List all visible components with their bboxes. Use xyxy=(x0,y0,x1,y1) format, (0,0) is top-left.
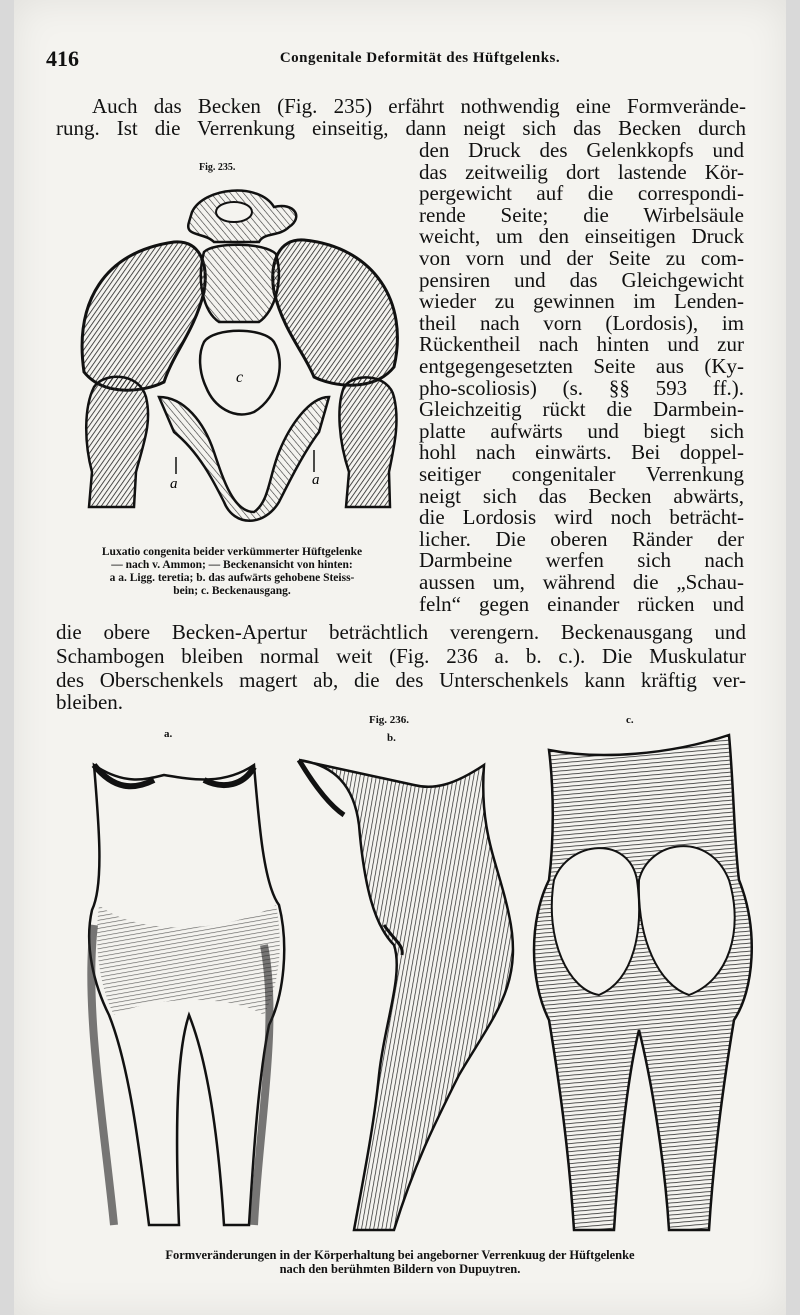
text-line: hohl nach einwärts. Bei doppel- xyxy=(419,440,744,465)
text-line: feln“ gegen einander rücken und xyxy=(419,591,744,616)
figure-caption xyxy=(50,546,414,598)
figure-mark-a-right: a xyxy=(312,472,320,488)
caption-line: Luxatio congenita beider verkümmerter Hüftgelenke xyxy=(101,546,363,558)
figure-label: Fig. 235. xyxy=(199,162,236,173)
text-line: Rückentheil nach hinten und zur xyxy=(419,332,744,357)
caption-line: bein; c. Beckenausgang. xyxy=(173,585,291,597)
page-number: 416 xyxy=(46,46,79,71)
figure-mark-c: c xyxy=(236,369,244,386)
text-line: des Oberschenkels magert ab, die des Unterschenkels kann kräftig ver- xyxy=(56,668,746,692)
text-line: von vorn und der Seite zu com- xyxy=(419,246,744,270)
text-line: entgegengesetzten Seite aus (Ky- xyxy=(419,354,744,378)
text-line: rende Seite; die Wirbelsäule xyxy=(419,202,744,227)
text-line: pho-scoliosis) (s. §§ 593 ff.). xyxy=(419,375,744,400)
torso-back-engraving xyxy=(519,730,759,1240)
text-line: neigt sich das Becken abwärts, xyxy=(419,483,744,508)
text-line: die Lordosis wird noch beträcht- xyxy=(419,505,744,530)
figure-caption xyxy=(14,1248,786,1276)
text-line: aussen um, während die „Schau- xyxy=(419,570,744,594)
torso-front-engraving xyxy=(54,745,299,1240)
text-line: Schambogen bleiben normal weit (Fig. 236 a. b. c.). Die Muskulatur xyxy=(56,644,746,668)
text-line: seitiger congenitaler Verrenkung xyxy=(419,462,744,486)
caption-line: Formveränderungen in der Körperhaltung bei angeborner Verrenkuug der Hüftgelenke xyxy=(165,1248,635,1262)
text-line: die obere Becken-Apertur beträchtlich verengern. Beckenausgang und xyxy=(56,620,746,644)
text-line: wieder zu gewinnen im Lenden- xyxy=(419,289,744,314)
caption-line: — nach v. Ammon; — Beckenansicht von hinten: xyxy=(111,559,353,571)
text-line: den Druck des Gelenkkopfs und xyxy=(419,138,744,162)
subfigure-label: c. xyxy=(626,714,634,726)
text-line: rung. Ist die Verrenkung einseitig, dann neigt sich das Becken durch xyxy=(56,116,746,140)
text-line: weicht, um den einseitigen Druck xyxy=(419,224,744,249)
caption-line: a a. Ligg. teretia; b. das aufwärts gehobene Steiss- xyxy=(109,572,355,584)
text-line: Gleichzeitig rückt die Darmbein- xyxy=(419,397,744,422)
figure-label: Fig. 236. xyxy=(369,714,410,726)
caption-line: nach den berühmten Bildern von Dupuytren. xyxy=(279,1262,521,1276)
pelvis-engraving xyxy=(64,182,414,532)
text-line: Darmbeine werfen sich nach xyxy=(419,548,744,573)
text-line: platte aufwärts und biegt sich xyxy=(419,418,744,443)
subfigure-label: a. xyxy=(164,728,173,740)
text-line: das zeitweilig dort lastende Kör- xyxy=(419,159,744,184)
torso-side-engraving xyxy=(284,745,534,1240)
book-page xyxy=(14,0,786,1315)
figure-mark-a-left: a xyxy=(170,476,178,492)
subfigure-label: b. xyxy=(387,732,396,744)
text-line: licher. Die oberen Ränder der xyxy=(419,526,744,551)
text-line: pergewicht auf die correspondi- xyxy=(419,181,744,206)
text-line: Auch das Becken (Fig. 235) erfährt nothwendig eine Formverände- xyxy=(92,94,746,118)
text-line: pensiren und das Gleichgewicht xyxy=(419,267,744,292)
text-line: bleiben. xyxy=(56,690,124,714)
running-head: Congenitale Deformität des Hüftgelenks. xyxy=(279,50,561,66)
text-line: theil nach vorn (Lordosis), im xyxy=(419,310,744,335)
